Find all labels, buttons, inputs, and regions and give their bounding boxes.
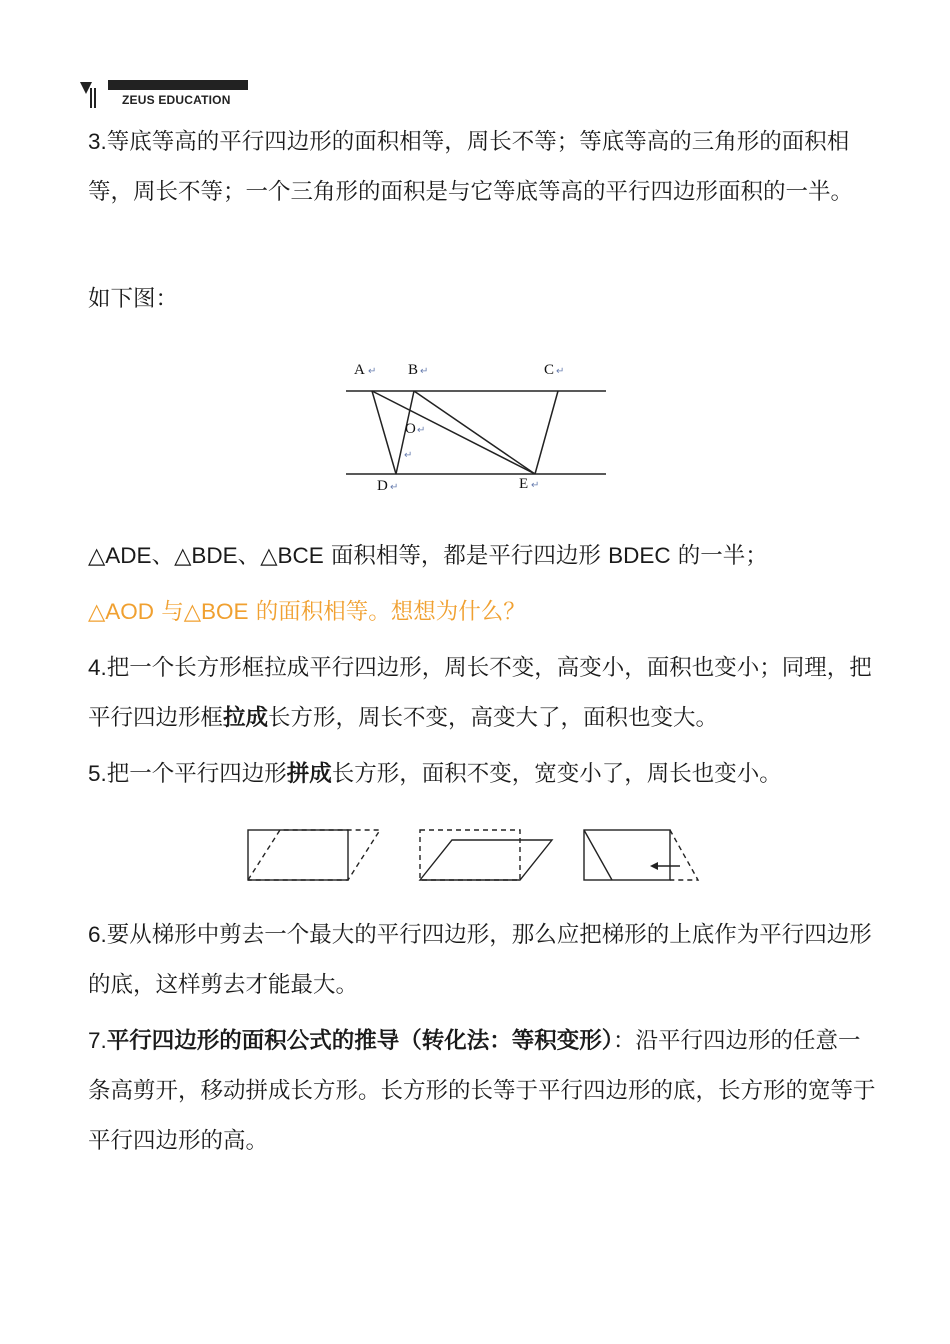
label-c: C	[544, 362, 555, 378]
logo-text: ZEUS EDUCATION	[122, 93, 231, 107]
item-6: 6.要从梯形中剪去一个最大的平行四边形，那么应把梯形的上底作为平行四边形的底，这样剪去才能最大。	[88, 922, 872, 998]
return-mark: ↵	[390, 482, 399, 493]
item-4: 4.把一个长方形框拉成平行四边形，周长不变，高变小，面积也变小；同理，把平行四边形框拉成长方形，周长不变，高变大了，面积也变大。	[88, 655, 872, 731]
label-d: D	[377, 478, 388, 494]
logo	[78, 80, 258, 112]
transformation-figures	[240, 820, 710, 890]
return-mark: ↵	[420, 366, 429, 377]
item-5: 5.把一个平行四边形拼成长方形，面积不变，宽变小了，周长也变小。	[88, 761, 782, 787]
parallelogram-solid	[420, 840, 552, 880]
return-mark: ↵	[417, 425, 426, 436]
figure-intro: 如下图：	[88, 286, 179, 312]
logo-bar	[108, 80, 248, 90]
moved-triangle-dashed	[670, 830, 698, 880]
label-o: O	[405, 421, 416, 437]
label-a: A	[354, 362, 365, 378]
segment-ce	[535, 391, 558, 474]
return-mark: ↵	[368, 366, 377, 377]
label-b: B	[408, 362, 419, 378]
cut-line	[584, 830, 612, 880]
label-e: E	[519, 476, 529, 492]
parallelogram-dashed	[248, 830, 380, 880]
return-mark: ↵	[531, 480, 540, 491]
arrow-head-icon	[650, 862, 658, 870]
item-3: 3.等底等高的平行四边形的面积相等，周长不等；等底等高的三角形的面积相等，周长不等；一个三角形的面积是与它等底等高的平行四边形面积的一半。	[88, 129, 854, 205]
statement-question: △AOD 与△BOE 的面积相等。想想为什么？	[88, 599, 526, 625]
segment-ae	[372, 391, 535, 474]
rectangle-result	[584, 830, 670, 880]
segment-ad	[372, 391, 396, 474]
return-mark: ↵	[556, 366, 565, 377]
logo-mark-icon	[78, 80, 98, 110]
rectangle-solid	[248, 830, 348, 880]
geometry-figure	[340, 350, 620, 500]
rectangle-dashed	[420, 830, 520, 880]
statement-equal-areas: △ADE、△BDE、△BCE 面积相等，都是平行四边形 BDEC 的一半；	[88, 543, 768, 569]
segment-be	[414, 391, 535, 474]
return-mark: ↵	[404, 450, 413, 461]
item-7: 7.平行四边形的面积公式的推导（转化法：等积变形）：沿平行四边形的任意一条高剪开，移动拼成长方形。长方形的长等于平行四边形的底，长方形的宽等于平行四边形的高。	[88, 1028, 876, 1154]
